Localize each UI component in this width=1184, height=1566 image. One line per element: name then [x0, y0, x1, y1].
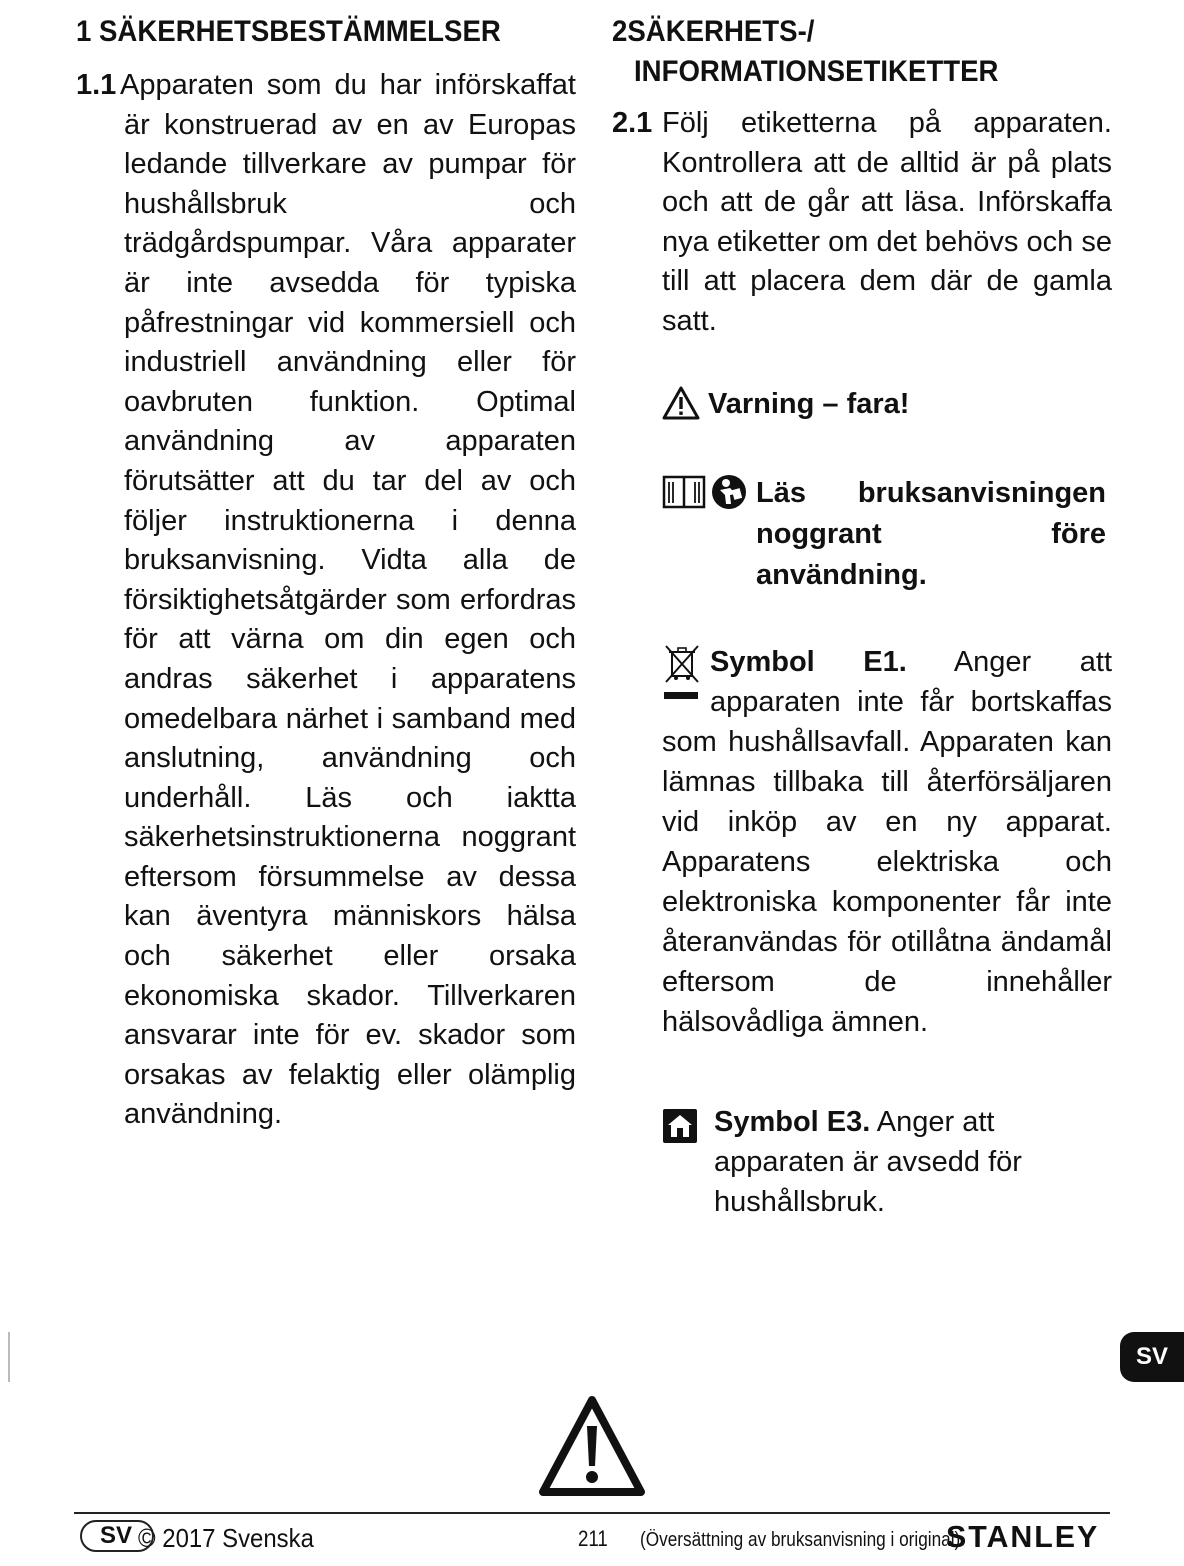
- section-2-heading-line2: INFORMATIONSETIKETTER: [634, 55, 999, 88]
- paragraph-1-1: [76, 66, 576, 1135]
- brand-logo: STANLEY: [946, 1519, 1100, 1554]
- symbol-e3-text: Anger att apparaten är avsedd för hushållsbruk.: [714, 1105, 1022, 1218]
- language-badge: SV: [80, 1520, 154, 1552]
- warning-row: [662, 384, 1112, 431]
- paragraph-text: Apparaten som du har införskaffat är konstruerad av en av Europas ledande tillverkare av pumpar för hushållsbruk och trädgårdspumpar. Våra apparater är inte avsedda för typiska påfrestningar vid kommersiell och industriell användning eller för oavbruten funktion. Optimal användning av apparaten förutsätter att du tar del av och följer instruktionerna i denna bruksanvisning. Vidta alla de försiktighetsåtgärder som erfordras för att värna om din egen och andras säkerhet i apparatens omedelbara närhet i samband med anslutning, användning och underhåll. Läs och iaktta säkerhetsinstruktionerna noggrant eftersom försummelse av dessa kan äventyra människors hälsa och säkerhet eller orsaka ekonomiska skador. Tillverkaren ansvarar inte för ev. skador som orsakas av felaktig eller olämplig användning.: [120, 69, 576, 1131]
- read-manual-text: Läs bruksanvisningen noggrant före användning.: [756, 476, 1106, 591]
- book-icon: [662, 473, 706, 514]
- symbol-e1-label: Symbol E1.: [710, 645, 907, 678]
- symbol-e3-text-block: [714, 1102, 1110, 1222]
- large-warning-triangle-icon: [538, 1394, 646, 1503]
- section-1: [76, 12, 576, 1135]
- paragraph-text: Följ etiketterna på apparaten. Kontrollera att de alltid är på plats och att de går att läsa. Införskaffa nya etiketter om det behövs och se till att placera dem där de gamla satt.: [662, 107, 1112, 337]
- read-manual-person-icon: [710, 473, 748, 516]
- section-2-heading-line1: 2SÄKERHETS-/: [612, 15, 815, 48]
- warning-label: Varning – fara!: [708, 387, 910, 420]
- symbol-e1: [662, 642, 1112, 1042]
- warning-triangle-icon: [662, 386, 700, 431]
- translation-note: (Översättning av bruksanvisning i original): [640, 1529, 961, 1551]
- page-footer: [0, 1518, 1184, 1558]
- crossed-bin-icon: [662, 642, 702, 714]
- copyright: © 2017 Svenska: [138, 1523, 314, 1553]
- paragraph-2-1: [612, 104, 1112, 342]
- page-number: 211: [578, 1526, 608, 1551]
- margin-mark: [8, 1332, 10, 1382]
- paragraph-number: 1.1: [76, 69, 117, 101]
- language-tab: SV: [1120, 1332, 1184, 1382]
- house-icon: [662, 1108, 698, 1149]
- section-1-heading: 1 SÄKERHETSBESTÄMMELSER: [76, 15, 501, 48]
- symbol-e3: [662, 1102, 1112, 1222]
- symbol-e3-label: Symbol E3.: [714, 1105, 871, 1138]
- read-manual-row: [662, 473, 1112, 596]
- symbol-e1-text: Anger att apparaten inte får bortskaffas som hushållsavfall. Apparaten kan lämnas tillbaka till återförsäljaren vid inköp av en ny apparat. Apparatens elektriska och elektroniska komponenter får inte återanvändas för otillåtna ändamål eftersom de innehåller hälsovådliga ämnen.: [662, 645, 1113, 1038]
- section-2: [612, 12, 1112, 1222]
- footer-divider: [74, 1512, 1110, 1514]
- paragraph-number: 2.1: [612, 107, 653, 139]
